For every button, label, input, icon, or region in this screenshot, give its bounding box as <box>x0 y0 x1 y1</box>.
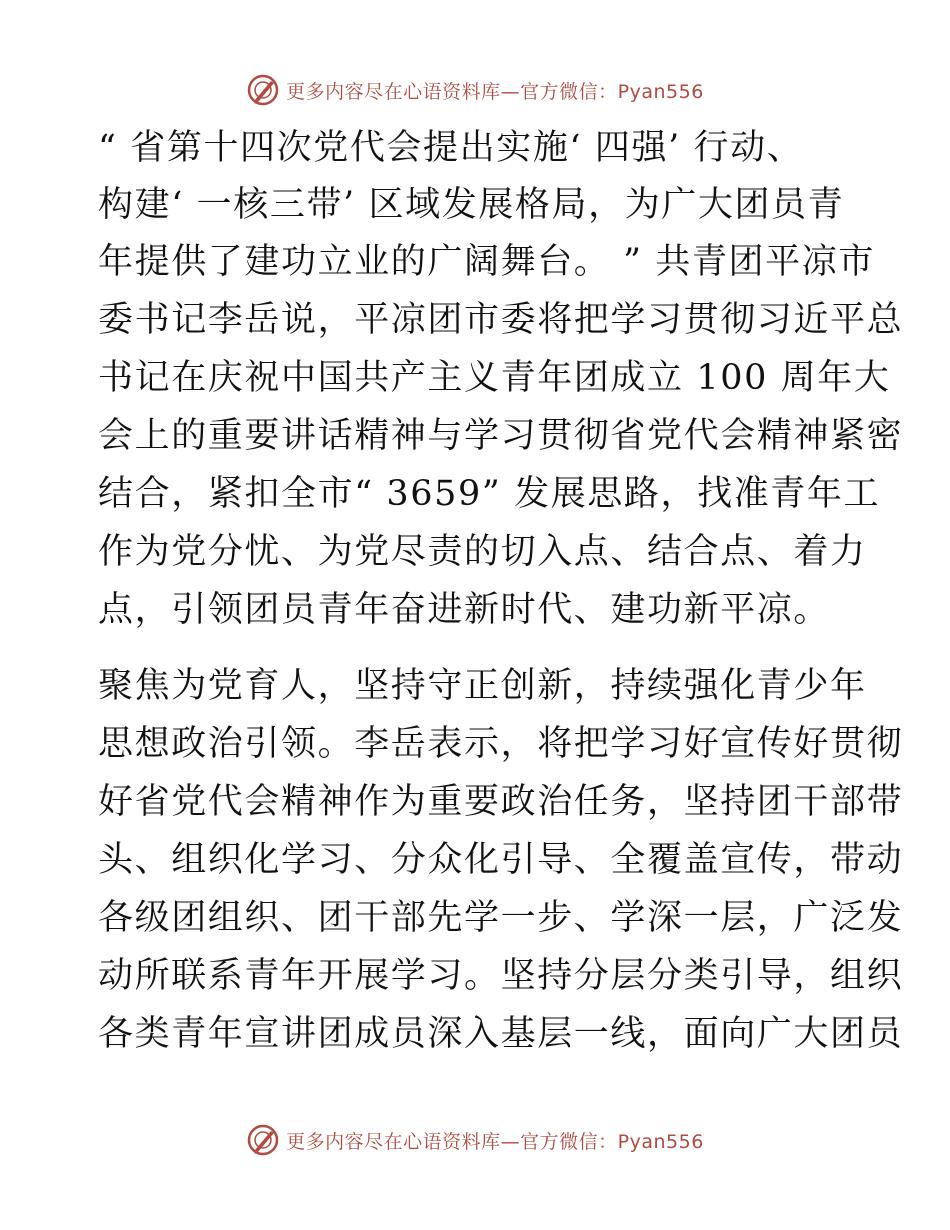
paragraph-1-line: 年提供了建功立业的广阔舞台。 ” 共青团平凉市 <box>98 242 875 282</box>
paragraph-2-line: 思想政治引领。李岳表示，将把学习好宣传好贯彻 <box>98 724 904 764</box>
paragraph-2-line: 好省党代会精神作为重要政治任务，坚持团干部带 <box>98 782 904 822</box>
paragraph-1-line: 委书记李岳说，平凉团市委将把学习贯彻习近平总 <box>98 300 904 340</box>
brush-pen-logo-icon <box>246 1123 280 1157</box>
paragraph-1-line: 点，引领团员青年奋进新时代、建功新平凉。 <box>98 590 831 630</box>
footer-banner-text: 更多内容尽在心语资料库—官方微信：Pyan556 <box>286 1130 704 1153</box>
paragraph-1-line: 书记在庆祝中国共产主义青年团成立 100 周年大 <box>98 358 891 398</box>
paragraph-2-line: 聚焦为党育人，坚持守正创新，持续强化青少年 <box>98 666 867 706</box>
paragraph-1-line: 构建‘ 一核三带’ 区域发展格局，为广大团员青 <box>98 185 845 225</box>
header-banner-text: 更多内容尽在心语资料库—官方微信：Pyan556 <box>286 80 704 103</box>
paragraph-2-line: 各类青年宣讲团成员深入基层一线，面向广大团员 <box>98 1014 904 1054</box>
paragraph-2-line: 各级团组织、团干部先学一步、学深一层，广泛发 <box>98 898 904 938</box>
paragraph-2-line: 动所联系青年开展学习。坚持分层分类引导，组织 <box>98 956 904 996</box>
paragraph-1-line: 结合，紧扣全市“ 3659” 发展思路，找准青年工 <box>98 474 881 514</box>
paragraph-1-line: 会上的重要讲话精神与学习贯彻省党代会精神紧密 <box>98 416 904 456</box>
footer-banner <box>0 1120 950 1160</box>
paragraph-1-line: “ 省第十四次党代会提出实施‘ 四强’ 行动、 <box>98 128 804 168</box>
paragraph-1-line: 作为党分忧、为党尽责的切入点、结合点、着力 <box>98 532 867 572</box>
paragraph-2-line: 头、组织化学习、分众化引导、全覆盖宣传，带动 <box>98 840 904 880</box>
